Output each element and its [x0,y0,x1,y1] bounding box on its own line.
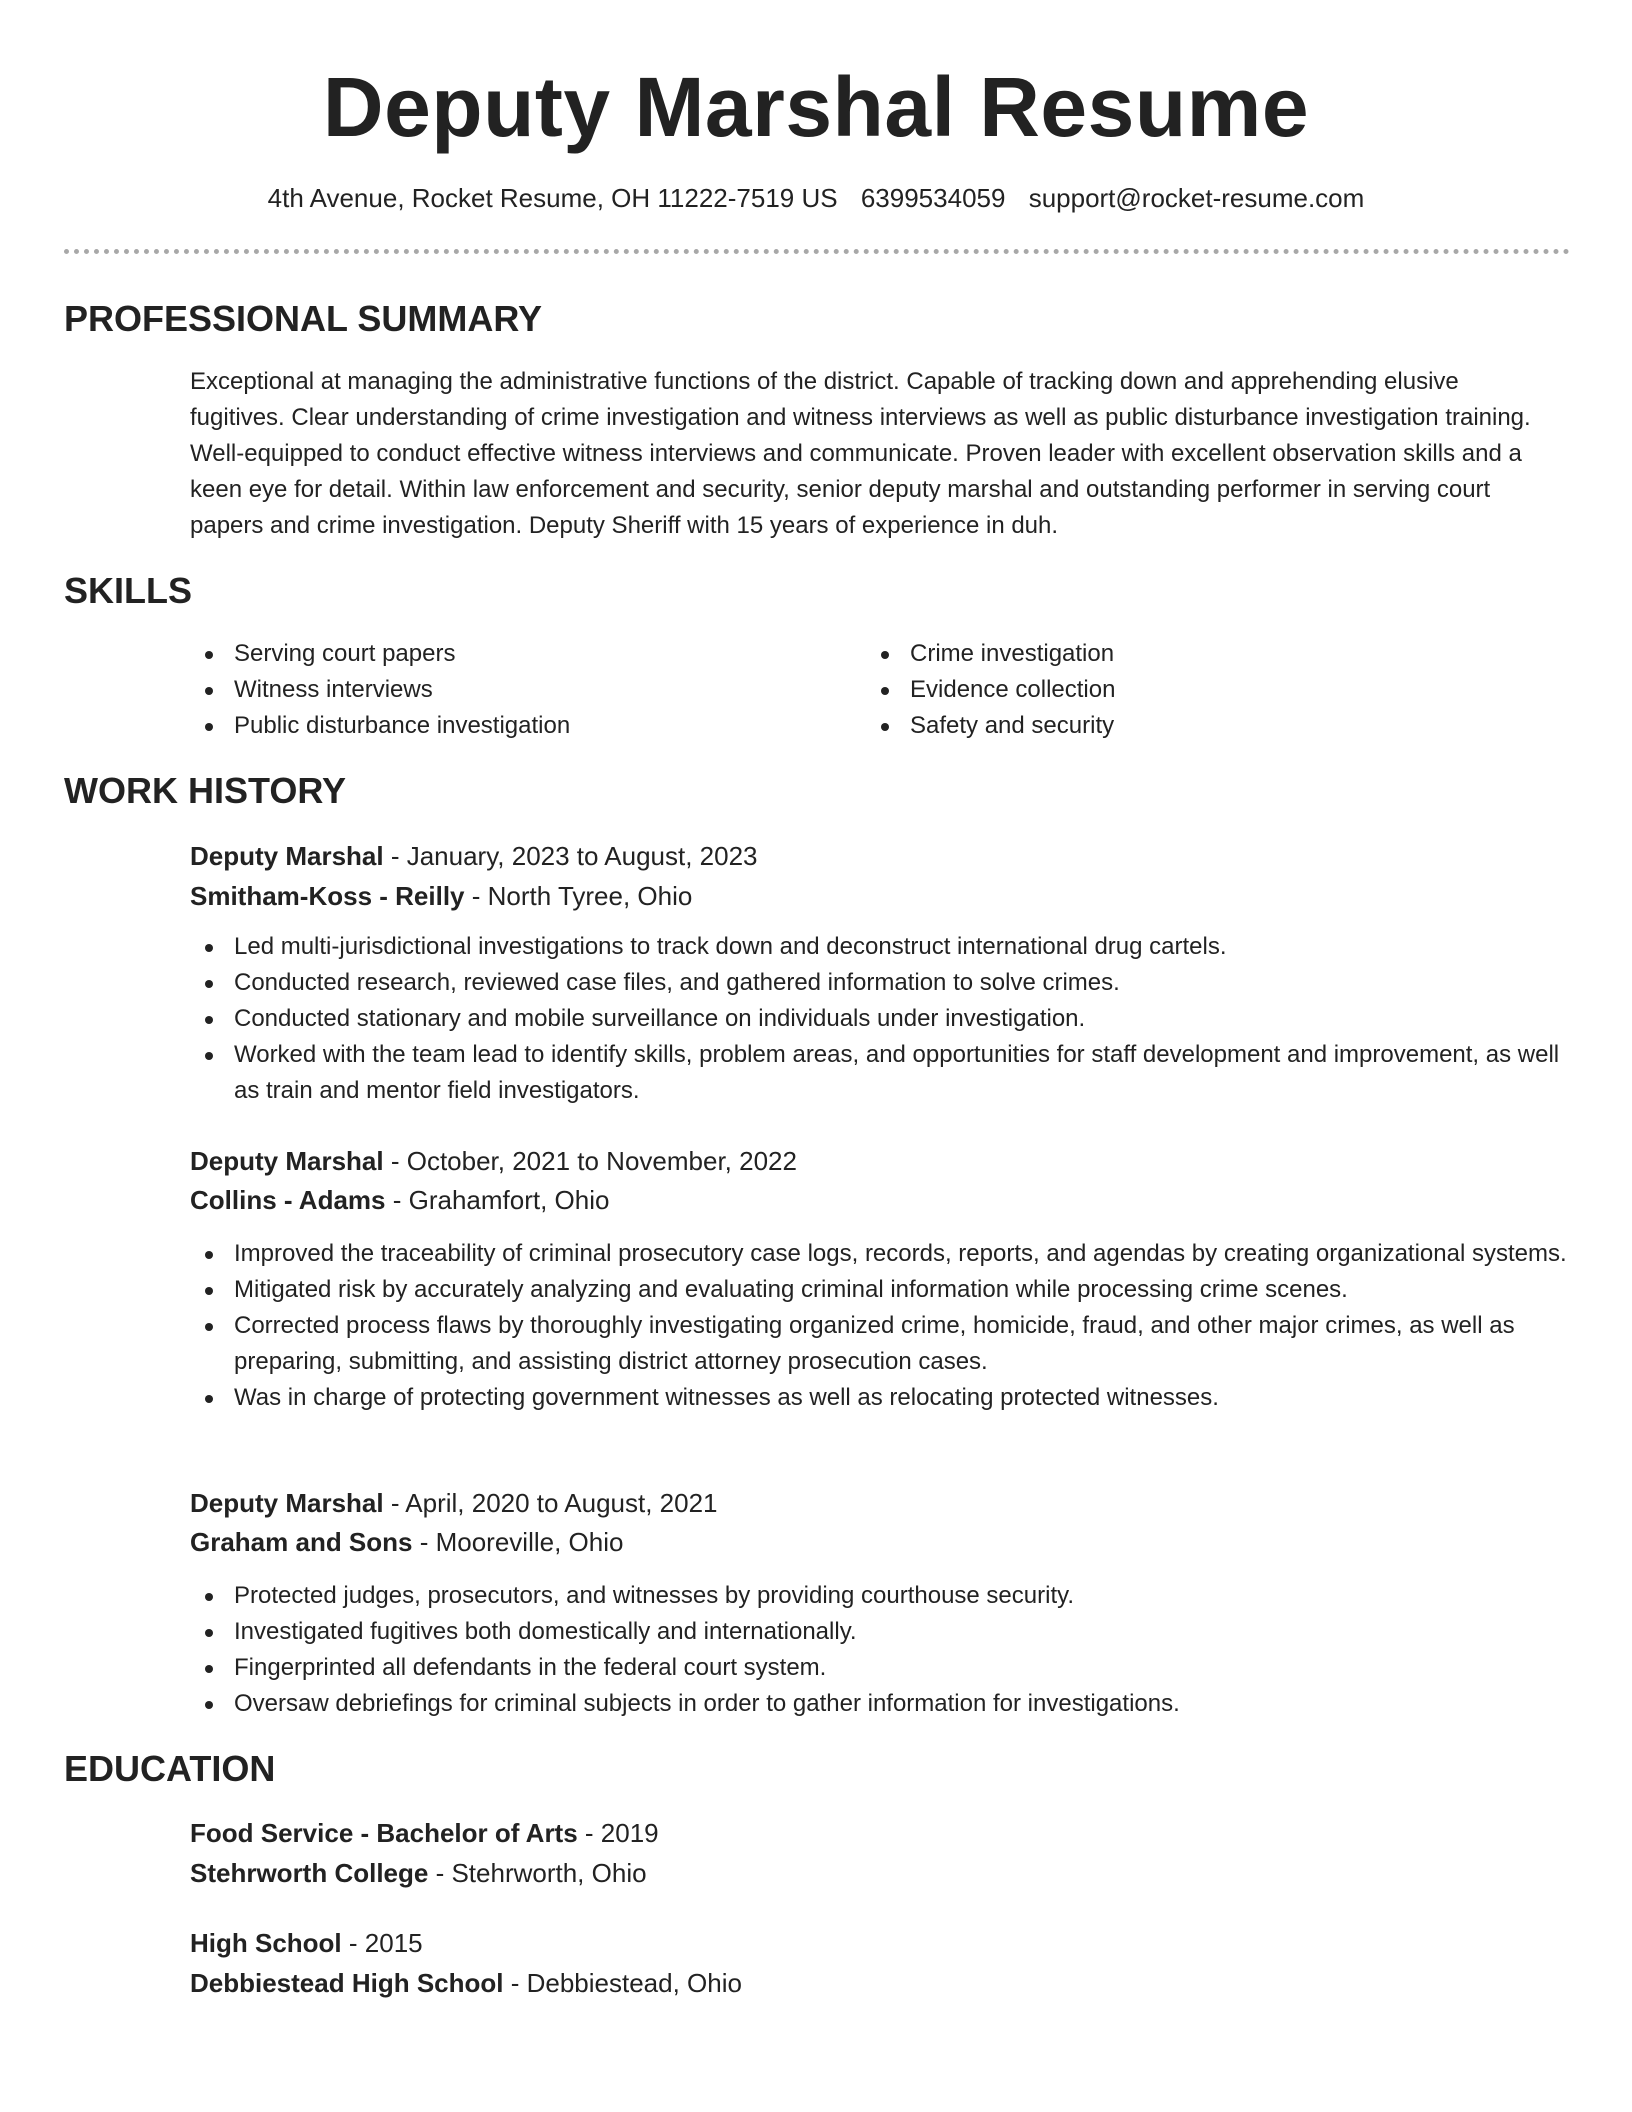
education-degree-line [190,1925,423,1961]
job-company: Smitham-Koss - Reilly [190,881,465,911]
summary-heading: PROFESSIONAL SUMMARY [64,298,543,339]
job-dates: - January, 2023 to August, 2023 [383,841,758,871]
skill-item: Safety and security [866,708,1506,744]
email: support@rocket-resume.com [1028,183,1365,213]
skills-list-left [190,636,830,744]
education-degree: High School [190,1928,342,1958]
job-company-line [190,1524,623,1560]
skills-heading: SKILLS [64,570,193,611]
job-company-line [190,878,692,914]
job-dates: - October, 2021 to November, 2022 [383,1146,797,1176]
work-history-heading: WORK HISTORY [64,770,347,811]
education-degree-line [190,1815,659,1851]
job-title-line [190,1143,797,1179]
skill-item: Public disturbance investigation [190,708,830,744]
education-school: Stehrworth College [190,1858,429,1888]
job-bullet: Fingerprinted all defendants in the federal court system. [190,1650,1570,1686]
job-bullets [190,1578,1570,1722]
education-school: Debbiestead High School [190,1968,504,1998]
job-bullet: Investigated fugitives both domestically and internationally. [190,1614,1570,1650]
resume-name: Deputy Marshal Resume [322,60,1310,154]
skill-item: Serving court papers [190,636,830,672]
education-heading: EDUCATION [64,1748,276,1789]
contact-line [0,180,1632,216]
job-title-line [190,1485,718,1521]
job-location: - Mooreville, Ohio [412,1527,624,1557]
education-year: - 2019 [577,1818,659,1848]
address: 4th Avenue, Rocket Resume, OH 11222-7519 US [267,183,838,213]
job-role: Deputy Marshal [190,1146,384,1176]
job-bullet: Worked with the team lead to identify skills, problem areas, and opportunities for staff development and improvement, as well as train and mentor field investigators. [190,1037,1570,1109]
summary-text: Exceptional at managing the administrative functions of the district. Capable of tracking down and apprehending elusive fugitives. Clear understanding of crime investigation and witness interviews as well as public disturbance investigation training. Well-equipped to conduct effective witness interviews and communicate. Proven leader with excellent observation skills and a keen eye for detail. Within law enforcement and security, senior deputy marshal and outstanding performer in serving court papers and crime investigation. Deputy Sheriff with 15 years of experience in duh. [190,368,1531,539]
skill-item: Witness interviews [190,672,830,708]
job-company: Collins - Adams [190,1185,386,1215]
education-school-line [190,1965,742,2001]
job-bullet: Mitigated risk by accurately analyzing and evaluating criminal information while processing crime scenes. [190,1272,1570,1308]
skill-item: Crime investigation [866,636,1506,672]
job-dates: - April, 2020 to August, 2021 [383,1488,718,1518]
job-bullet: Conducted stationary and mobile surveillance on individuals under investigation. [190,1001,1570,1037]
job-bullet: Improved the traceability of criminal prosecutory case logs, records, reports, and agendas by creating organizational systems. [190,1236,1570,1272]
education-school-line [190,1855,647,1891]
education-location: - Debbiestead, Ohio [503,1968,742,1998]
education-degree: Food Service - Bachelor of Arts [190,1818,578,1848]
job-role: Deputy Marshal [190,1488,384,1518]
job-bullet: Was in charge of protecting government witnesses as well as relocating protected witnesses. [190,1380,1570,1416]
job-bullet: Conducted research, reviewed case files, and gathered information to solve crimes. [190,965,1570,1001]
job-company-line [190,1182,609,1218]
job-company: Graham and Sons [190,1527,413,1557]
phone: 6399534059 [860,183,1006,213]
education-year: - 2015 [341,1928,423,1958]
job-bullets [190,1236,1570,1416]
job-location: - Grahamfort, Ohio [385,1185,610,1215]
job-bullet: Corrected process flaws by thoroughly investigating organized crime, homicide, fraud, and other major crimes, as well as preparing, submitting, and assisting district attorney prosecution cases. [190,1308,1570,1380]
skills-list-right [866,636,1506,744]
header-divider [64,249,1570,254]
job-location: - North Tyree, Ohio [464,881,693,911]
job-bullet: Oversaw debriefings for criminal subjects in order to gather information for investigations. [190,1686,1570,1722]
job-title-line [190,838,758,874]
job-bullet: Protected judges, prosecutors, and witnesses by providing courthouse security. [190,1578,1570,1614]
job-bullet: Led multi-jurisdictional investigations to track down and deconstruct international drug cartels. [190,929,1570,965]
education-location: - Stehrworth, Ohio [428,1858,647,1888]
job-bullets [190,929,1570,1109]
job-role: Deputy Marshal [190,841,384,871]
skill-item: Evidence collection [866,672,1506,708]
